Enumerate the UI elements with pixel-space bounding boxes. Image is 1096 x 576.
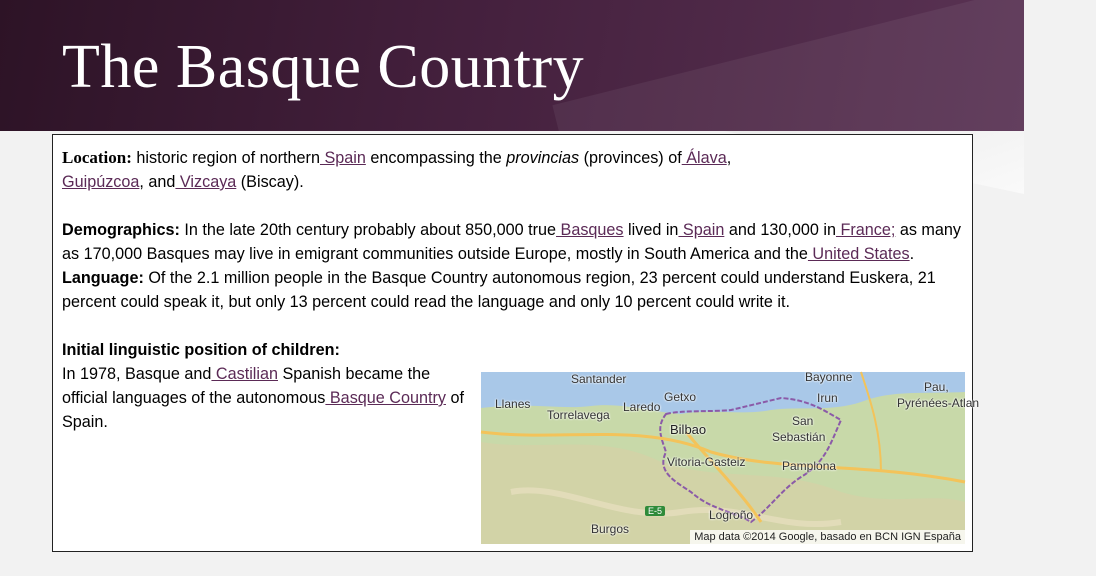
provincias-term: provincias	[506, 149, 580, 167]
initial-text: of Spain.	[62, 389, 464, 431]
link-spain[interactable]: Spain	[319, 149, 366, 167]
demographics-text: and 130,000 in	[724, 221, 836, 239]
location-text: historic region of northern	[131, 149, 320, 167]
map-label: Sebastián	[772, 430, 826, 444]
location-paragraph	[62, 146, 962, 194]
map-label: Pyrénées-Atlan	[897, 396, 980, 410]
link-france[interactable]: France;	[835, 221, 896, 239]
basque-region-map	[481, 370, 980, 544]
road-shield-e5: E-5	[645, 506, 665, 516]
demographics-paragraph	[62, 218, 962, 266]
link-castilian[interactable]: Castilian	[211, 365, 278, 383]
slide-title: The Basque Country	[62, 33, 585, 101]
demographics-text: as many as 170,000 Basques may live in emigrant communities outside Europe, mostly in South America and the	[62, 221, 962, 263]
map-label: Laredo	[623, 400, 661, 414]
location-text: ,	[726, 149, 732, 167]
link-guipuzcoa[interactable]: Guipúzcoa	[62, 173, 140, 191]
map-label: Bayonne	[805, 370, 853, 384]
map-label: Bilbao	[670, 422, 707, 437]
language-text: Of the 2.1 million people in the Basque Country autonomous region, 23 percent could understand Euskera, 21 percent could speak it, but only 13 percent could read the language and only 10 percent could write it.	[62, 269, 936, 311]
map-label: Pamplona	[782, 459, 837, 473]
demographics-text: .	[909, 245, 915, 263]
location-text: (provinces) of	[579, 149, 682, 167]
map-label: Logroño	[709, 508, 754, 522]
location-label: Location:	[62, 148, 132, 167]
initial-label: Initial linguistic position of children:	[62, 341, 340, 359]
link-basques[interactable]: Basques	[556, 221, 624, 239]
title-banner	[0, 0, 1024, 131]
demographics-text: lived in	[623, 221, 679, 239]
map-label: Santander	[571, 372, 627, 386]
map-label: Llanes	[495, 397, 531, 411]
link-spain[interactable]: Spain	[678, 221, 725, 239]
initial-text: Spanish became the official languages of the autonomous	[62, 365, 431, 407]
map-label: Getxo	[664, 390, 697, 404]
language-label: Language:	[62, 269, 144, 287]
initial-text: In 1978, Basque and	[62, 365, 212, 383]
map-credit: Map data ©2014 Google, basado en BCN IGN España	[690, 530, 965, 544]
language-paragraph	[62, 266, 962, 314]
link-alava[interactable]: Álava	[681, 149, 727, 167]
initial-paragraph	[62, 338, 472, 434]
demographics-label: Demographics:	[62, 221, 180, 239]
map-label: Pau,	[924, 380, 949, 394]
link-united-states[interactable]: United States	[807, 245, 910, 263]
content-box	[52, 134, 980, 552]
map-label: Vitoria-Gasteiz	[667, 455, 746, 469]
map-label: San	[792, 414, 814, 428]
link-vizcaya[interactable]: Vizcaya	[175, 173, 237, 191]
link-basque-country[interactable]: Basque Country	[325, 389, 446, 407]
location-text: (Biscay).	[236, 173, 304, 191]
location-text: encompassing the	[365, 149, 507, 167]
demographics-text: In the late 20th century probably about 850,000 true	[179, 221, 557, 239]
location-text: , and	[139, 173, 176, 191]
map-label: Torrelavega	[547, 408, 610, 422]
map-label: Burgos	[591, 522, 630, 536]
map-label: Irun	[817, 391, 838, 405]
